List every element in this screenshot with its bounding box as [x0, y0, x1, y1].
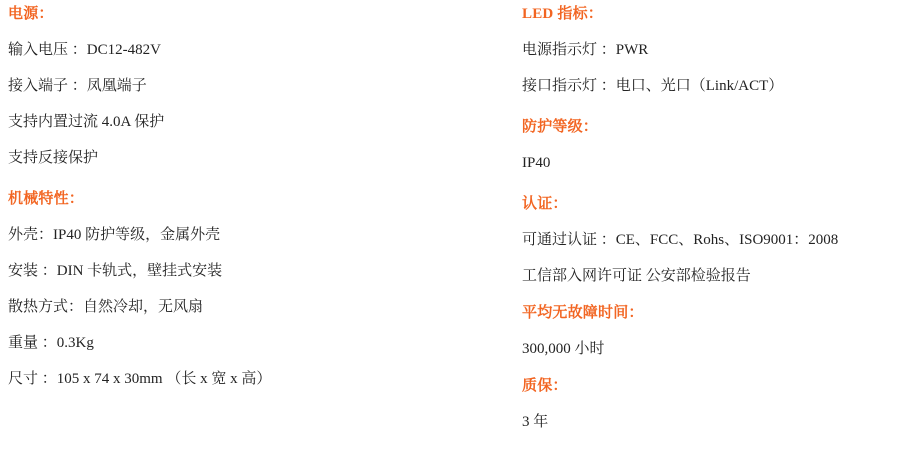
spacer	[8, 352, 508, 371]
spec-line-mtbf-value: 300,000 小时	[522, 341, 605, 357]
spacer	[522, 59, 912, 78]
spacer	[8, 208, 508, 227]
spacer	[8, 59, 508, 78]
spacer	[8, 244, 508, 263]
section-title-mechanical: 机械特性：	[8, 191, 85, 207]
spec-line-ip-rating: IP40	[522, 155, 551, 171]
spacer	[522, 136, 912, 155]
spacer	[8, 167, 508, 191]
spacer	[522, 322, 912, 341]
section-title-mtbf: 平均无故障时间：	[522, 305, 644, 321]
left-column	[8, 0, 508, 388]
section-warranty	[522, 378, 912, 431]
section-led	[522, 6, 912, 95]
section-mtbf	[522, 305, 912, 358]
section-protection-level	[522, 119, 912, 172]
section-mechanical	[8, 191, 508, 388]
section-certification	[522, 196, 912, 285]
spec-line-housing: 外壳：IP40 防护等级，金属外壳	[8, 227, 221, 243]
spacer	[8, 316, 508, 335]
section-title-warranty: 质保：	[522, 378, 568, 394]
spec-line-certifications: 可通过认证 ：CE、FCC、Rohs、ISO9001：2008	[522, 232, 839, 248]
spec-line-reverse-protection: 支持反接保护	[8, 150, 99, 166]
right-column	[522, 0, 912, 431]
spacer	[522, 95, 912, 119]
spec-line-terminal: 接入端子 ：凤凰端子	[8, 78, 147, 94]
spacer	[8, 95, 508, 114]
section-title-power: 电源：	[8, 6, 54, 22]
spec-line-input-voltage: 输入电压 ：DC12-482V	[8, 42, 161, 58]
section-title-protection-level: 防护等级：	[522, 119, 599, 135]
spec-line-cooling: 散热方式：自然冷却，无风扇	[8, 299, 204, 315]
spacer	[522, 213, 912, 232]
spacer	[522, 358, 912, 378]
spacer	[522, 249, 912, 268]
spacer	[522, 23, 912, 42]
spec-line-mounting: 安装 ：DIN 卡轨式，壁挂式安装	[8, 263, 223, 279]
spacer	[8, 23, 508, 42]
spec-line-dimensions: 尺寸 ：105 x 74 x 30mm （长 x 宽 x 高）	[8, 371, 272, 387]
spacer	[8, 131, 508, 150]
spec-line-licenses: 工信部入网许可证 公安部检验报告	[522, 268, 751, 284]
spacer	[522, 285, 912, 305]
section-power	[8, 6, 508, 167]
spec-line-weight: 重量 ：0.3Kg	[8, 335, 94, 351]
spacer	[522, 172, 912, 196]
section-title-led: LED 指标：	[522, 6, 603, 22]
spec-line-overcurrent: 支持内置过流 4.0A 保护	[8, 114, 165, 130]
spacer	[522, 395, 912, 414]
spec-line-warranty-value: 3 年	[522, 414, 549, 430]
spec-line-power-led: 电源指示灯 ：PWR	[522, 42, 649, 58]
spec-line-port-led: 接口指示灯 ：电口、光口（Link/ACT）	[522, 78, 784, 94]
spacer	[8, 280, 508, 299]
section-title-certification: 认证：	[522, 196, 568, 212]
